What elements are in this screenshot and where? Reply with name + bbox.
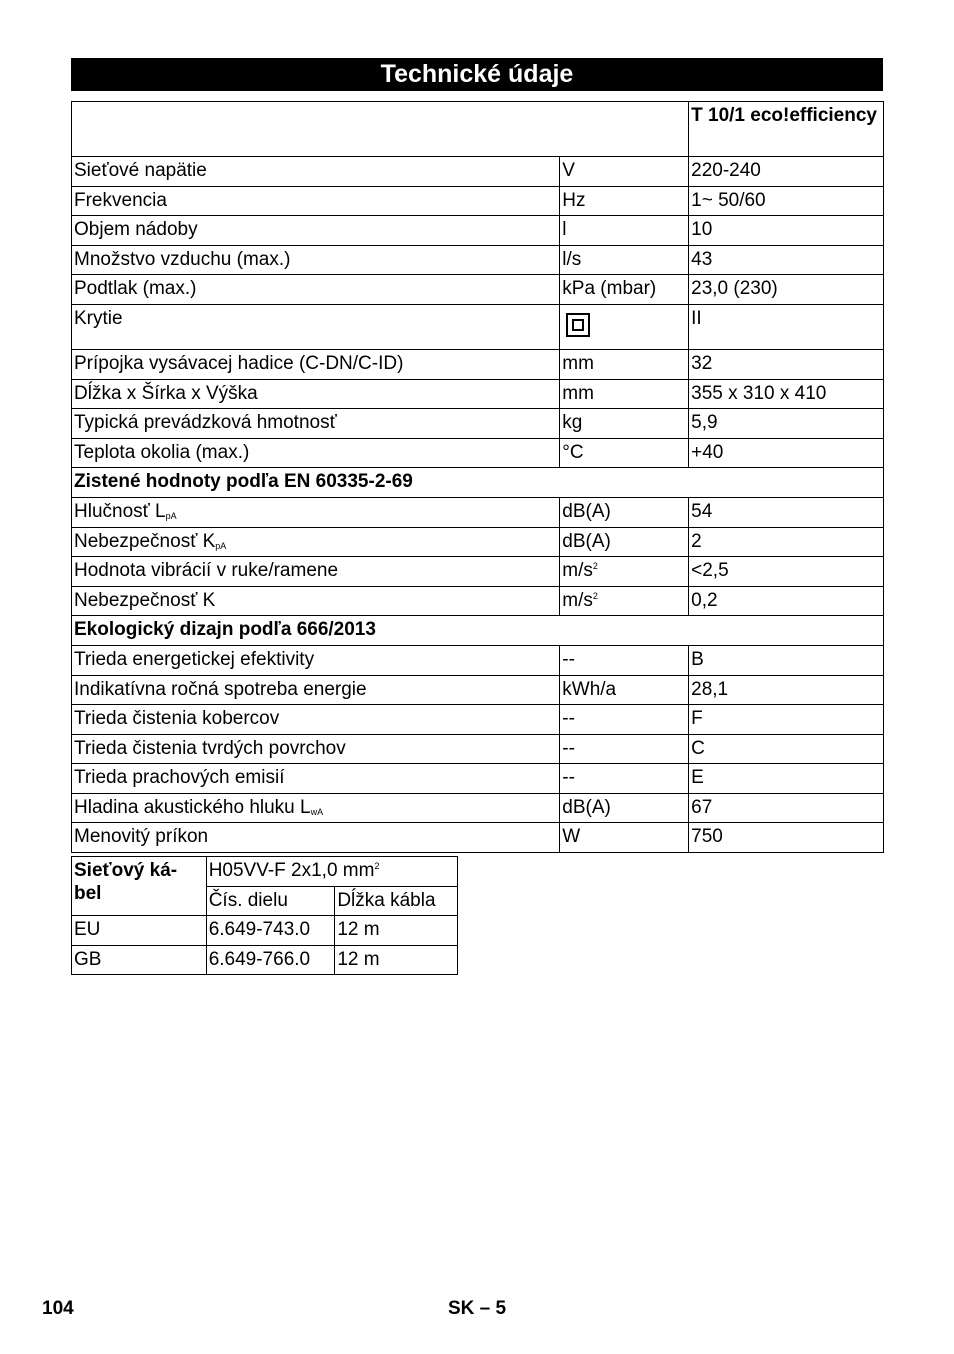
spec-unit: dB(A): [560, 497, 689, 527]
spec-value: 23,0 (230): [689, 275, 884, 305]
spec-value: 355 x 310 x 410: [689, 379, 884, 409]
spec-value: B: [689, 645, 884, 675]
page-number: 104: [42, 1298, 74, 1319]
table-row: [72, 586, 884, 616]
spec-label: Nebezpečnosť $K_{pA}$: [72, 527, 560, 557]
spec-unit: W: [560, 823, 689, 853]
spec-label: Objem nádoby: [72, 216, 560, 246]
table-row: [72, 349, 884, 379]
cable-label: Sieťový ká- bel: [72, 857, 207, 916]
table-row: [72, 557, 884, 587]
spec-value: 1~ 50/60: [689, 186, 884, 216]
spec-unit: $m/s^2$: [560, 586, 689, 616]
spec-label: Prípojka vysávacej hadice (C-DN/C-ID): [72, 349, 560, 379]
table-row: [72, 734, 884, 764]
spec-unit: dB(A): [560, 793, 689, 823]
section-row: [72, 468, 884, 498]
spec-value: II: [689, 304, 884, 349]
cable-col-length: Dĺžka kábla: [335, 886, 458, 916]
spec-label: Menovitý príkon: [72, 823, 560, 853]
cable-region: EU: [72, 916, 207, 946]
section-marker: SK – 5: [448, 1298, 507, 1319]
spec-unit: V: [560, 157, 689, 187]
protection-class-2-icon: [566, 313, 590, 337]
spec-unit: mm: [560, 349, 689, 379]
spec-value: 220-240: [689, 157, 884, 187]
spec-unit: l: [560, 216, 689, 246]
spec-value: +40: [689, 438, 884, 468]
spec-label: Teplota okolia (max.): [72, 438, 560, 468]
cable-col-part: Čís. dielu: [206, 886, 335, 916]
spec-value: E: [689, 764, 884, 794]
spec-unit: Hz: [560, 186, 689, 216]
cable-type: H05VV-F 2x1,0 $mm^2$: [206, 857, 457, 887]
spec-unit: °C: [560, 438, 689, 468]
spec-label: Indikatívna ročná spotreba energie: [72, 675, 560, 705]
spec-unit: --: [560, 645, 689, 675]
spec-value: 67: [689, 793, 884, 823]
cable-header-row: [72, 857, 458, 887]
table-row: [72, 245, 884, 275]
spec-value: 10: [689, 216, 884, 246]
spec-value: 28,1: [689, 675, 884, 705]
table-row: [72, 186, 884, 216]
spec-value: 54: [689, 497, 884, 527]
cable-part: 6.649-743.0: [206, 916, 335, 946]
table-row: [72, 216, 884, 246]
table-row: [72, 527, 884, 557]
header-empty-cell: [72, 102, 689, 157]
spec-unit: mm: [560, 379, 689, 409]
spec-label: Podtlak (max.): [72, 275, 560, 305]
spec-unit: kPa (mbar): [560, 275, 689, 305]
section-heading: Ekologický dizajn podľa 666/2013: [72, 616, 884, 646]
spec-unit: kg: [560, 409, 689, 439]
spec-unit: --: [560, 764, 689, 794]
spec-value: 5,9: [689, 409, 884, 439]
spec-label: Typická prevádzková hmotnosť: [72, 409, 560, 439]
spec-value: 2: [689, 527, 884, 557]
spec-label: Trieda energetickej efektivity: [72, 645, 560, 675]
spec-value: 0,2: [689, 586, 884, 616]
cable-part: 6.649-766.0: [206, 945, 335, 975]
spec-label: Hladina akustického hluku $L_{wA}$: [72, 793, 560, 823]
cable-table: [71, 856, 458, 975]
table-header-row: [72, 102, 884, 157]
cable-row: [72, 916, 458, 946]
spec-label: Trieda prachových emisií: [72, 764, 560, 794]
table-row: [72, 157, 884, 187]
spec-unit: kWh/a: [560, 675, 689, 705]
table-row: [72, 304, 884, 349]
spec-label: Krytie: [72, 304, 560, 349]
spec-unit: --: [560, 705, 689, 735]
cable-length: 12 m: [335, 916, 458, 946]
spec-value: <2,5: [689, 557, 884, 587]
spec-value: 32: [689, 349, 884, 379]
spec-unit: dB(A): [560, 527, 689, 557]
section-heading: Zistené hodnoty podľa EN 60335-2-69: [72, 468, 884, 498]
table-row: [72, 645, 884, 675]
cable-length: 12 m: [335, 945, 458, 975]
page-title: Technické údaje: [71, 58, 883, 91]
spec-value: C: [689, 734, 884, 764]
table-row: [72, 705, 884, 735]
table-row: [72, 823, 884, 853]
spec-unit: $m/s^2$: [560, 557, 689, 587]
table-row: [72, 497, 884, 527]
spec-value: 43: [689, 245, 884, 275]
table-row: [72, 793, 884, 823]
technical-data-table: [71, 101, 884, 853]
table-row: [72, 275, 884, 305]
spec-label: Hlučnosť $L_{pA}$: [72, 497, 560, 527]
cable-region: GB: [72, 945, 207, 975]
table-row: [72, 764, 884, 794]
table-row: [72, 409, 884, 439]
cable-row: [72, 945, 458, 975]
spec-unit: [560, 304, 689, 349]
spec-value: F: [689, 705, 884, 735]
table-row: [72, 379, 884, 409]
spec-label: Trieda čistenia tvrdých povrchov: [72, 734, 560, 764]
table-row: [72, 675, 884, 705]
spec-label: Trieda čistenia kobercov: [72, 705, 560, 735]
spec-value: 750: [689, 823, 884, 853]
model-name: T 10/1 eco!efficiency: [689, 102, 884, 157]
spec-unit: --: [560, 734, 689, 764]
section-row: [72, 616, 884, 646]
spec-label: Frekvencia: [72, 186, 560, 216]
spec-label: Sieťové napätie: [72, 157, 560, 187]
spec-unit: l/s: [560, 245, 689, 275]
spec-label: Dĺžka x Šírka x Výška: [72, 379, 560, 409]
spec-label: Množstvo vzduchu (max.): [72, 245, 560, 275]
table-row: [72, 438, 884, 468]
spec-label: Hodnota vibrácií v ruke/ramene: [72, 557, 560, 587]
spec-label: Nebezpečnosť K: [72, 586, 560, 616]
